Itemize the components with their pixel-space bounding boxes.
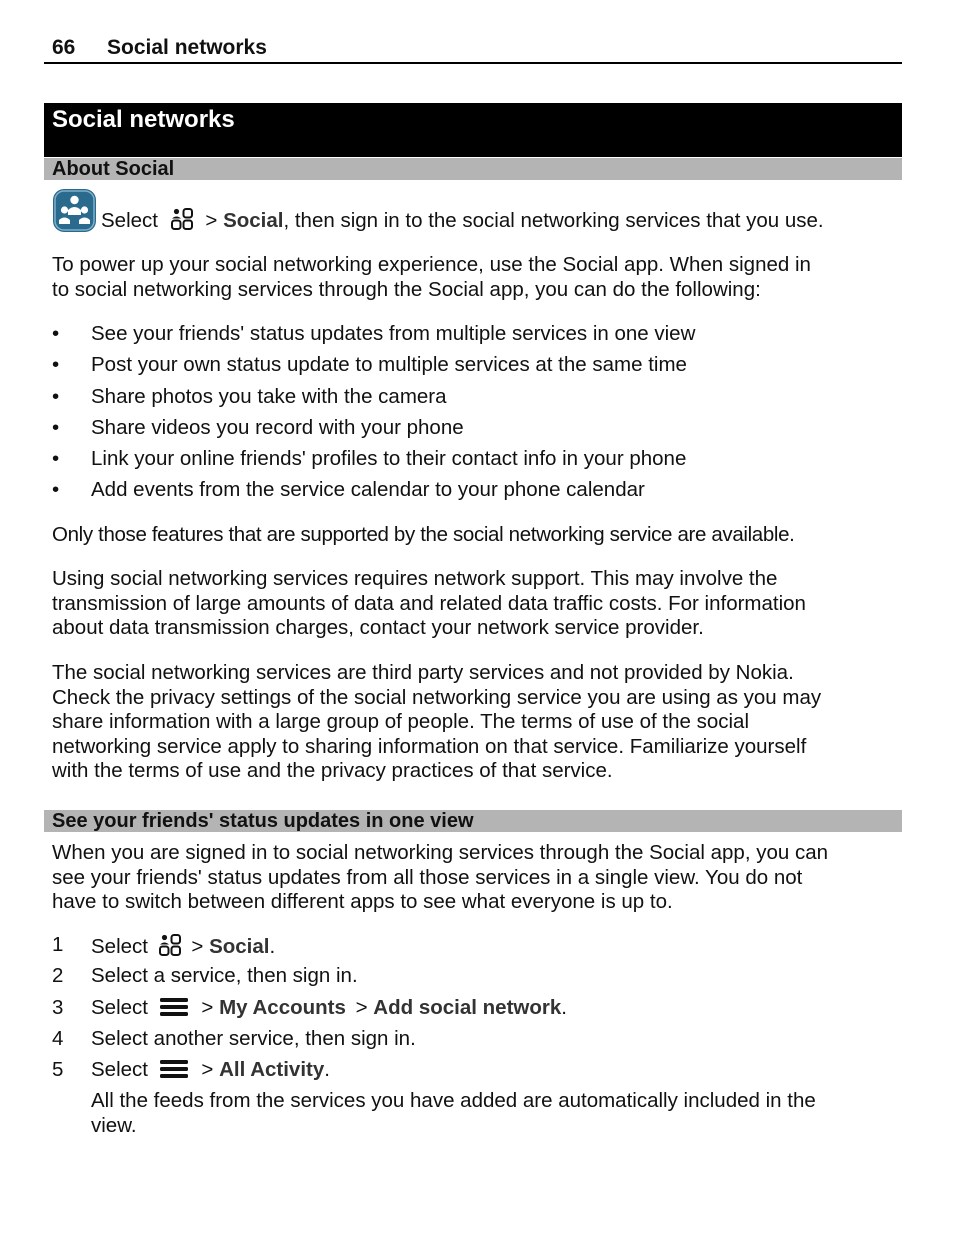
text-line: All the feeds from the services you have added are automatically included in the xyxy=(91,1089,816,1112)
social-app-icon xyxy=(52,188,97,238)
text-line: The social networking services are third party services and not provided by Nokia. xyxy=(52,661,794,684)
text-line: to social networking services through the Social app, you can do the following: xyxy=(52,277,761,301)
page-header-title: Social networks xyxy=(107,36,267,59)
step-3 xyxy=(91,996,567,1023)
text-line: Only those features that are supported by the social networking service are available. xyxy=(52,523,795,546)
text-line: When you are signed in to social networking services through the Social app, you can xyxy=(52,841,829,864)
section-heading-status-updates xyxy=(44,810,902,832)
section-heading-about xyxy=(44,158,902,180)
add-social-network-link[interactable]: Add social network xyxy=(373,996,562,1019)
list-item: Add events from the service calendar to your phone calendar xyxy=(91,478,645,501)
step-4: Select another service, then sign in. xyxy=(91,1027,416,1050)
period: . xyxy=(324,1058,330,1081)
chapter-title-bar xyxy=(44,103,902,157)
path-separator: > xyxy=(205,209,218,232)
text-line: with the terms of use and the privacy practices of that service. xyxy=(52,759,613,782)
about-paragraph-3 xyxy=(52,567,902,641)
text-line: share information with a large group of people. The terms of use of the social xyxy=(52,710,750,733)
text-line: Using social networking services requires network support. This may involve the xyxy=(52,567,778,590)
bullet: • xyxy=(52,353,60,376)
select-text: Select xyxy=(91,996,148,1019)
bullet: • xyxy=(52,322,60,345)
section-heading-text: About Social xyxy=(52,158,175,180)
step-2: Select a service, then sign in. xyxy=(91,964,358,987)
list-item: Share videos you record with your phone xyxy=(91,416,464,439)
text-line: Check the privacy settings of the social networking service you are using as you may xyxy=(52,685,822,709)
text-line: have to switch between different apps to see what everyone is up to. xyxy=(52,890,673,913)
apps-grid-icon xyxy=(170,207,194,237)
step-number: 1 xyxy=(52,933,64,956)
chapter-title: Social networks xyxy=(52,106,235,133)
about-paragraph-2 xyxy=(52,523,902,548)
path-separator: > xyxy=(201,996,214,1019)
path-separator: > xyxy=(201,1058,214,1081)
social-link[interactable]: Social xyxy=(209,935,270,958)
select-text: Select xyxy=(101,209,158,232)
section-heading-text: See your friends' status updates in one view xyxy=(52,810,474,832)
my-accounts-link[interactable]: My Accounts xyxy=(219,996,346,1019)
apps-grid-icon xyxy=(158,933,182,963)
bullet: • xyxy=(52,478,60,501)
page-number: 66 xyxy=(52,36,76,59)
menu-icon xyxy=(160,997,188,1023)
path-separator: > xyxy=(355,996,368,1019)
bullet: • xyxy=(52,416,60,439)
path-separator: > xyxy=(191,935,204,958)
step-number: 2 xyxy=(52,964,64,987)
list-item: Post your own status update to multiple services at the same time xyxy=(91,353,687,376)
bullet: • xyxy=(52,385,60,408)
period: . xyxy=(269,935,276,958)
text-line: about data transmission charges, contact your network service provider. xyxy=(52,616,704,639)
text-line: networking service apply to sharing information on that service. Familiarize yourself xyxy=(52,734,807,758)
text-line: see your friends' status updates from all those services in a single view. You do not xyxy=(52,865,803,889)
step-number: 5 xyxy=(52,1058,64,1081)
updates-paragraph xyxy=(52,841,902,915)
list-item: See your friends' status updates from multiple services in one view xyxy=(91,322,696,345)
select-text: Select xyxy=(91,935,148,958)
intro-rest: , then sign in to the social networking services that you use. xyxy=(283,209,824,232)
about-paragraph-1 xyxy=(52,253,902,302)
social-link[interactable]: Social xyxy=(223,209,284,232)
text-line: view. xyxy=(91,1113,137,1137)
menu-icon xyxy=(160,1059,188,1085)
step-1 xyxy=(91,933,275,963)
page-header xyxy=(44,34,902,64)
step-number: 3 xyxy=(52,996,64,1019)
all-activity-link[interactable]: All Activity xyxy=(219,1058,325,1081)
text-line: transmission of large amounts of data and related data traffic costs. For information xyxy=(52,591,806,615)
about-intro xyxy=(101,207,824,237)
step-5 xyxy=(91,1058,330,1085)
step-number: 4 xyxy=(52,1027,64,1050)
list-item: Share photos you take with the camera xyxy=(91,385,447,408)
about-paragraph-4 xyxy=(52,661,902,784)
step-5-note xyxy=(91,1089,902,1138)
period: . xyxy=(561,996,567,1019)
bullet: • xyxy=(52,447,60,470)
list-item: Link your online friends' profiles to their contact info in your phone xyxy=(91,447,687,470)
select-text: Select xyxy=(91,1058,148,1081)
text-line: To power up your social networking experience, use the Social app. When signed in xyxy=(52,253,811,276)
